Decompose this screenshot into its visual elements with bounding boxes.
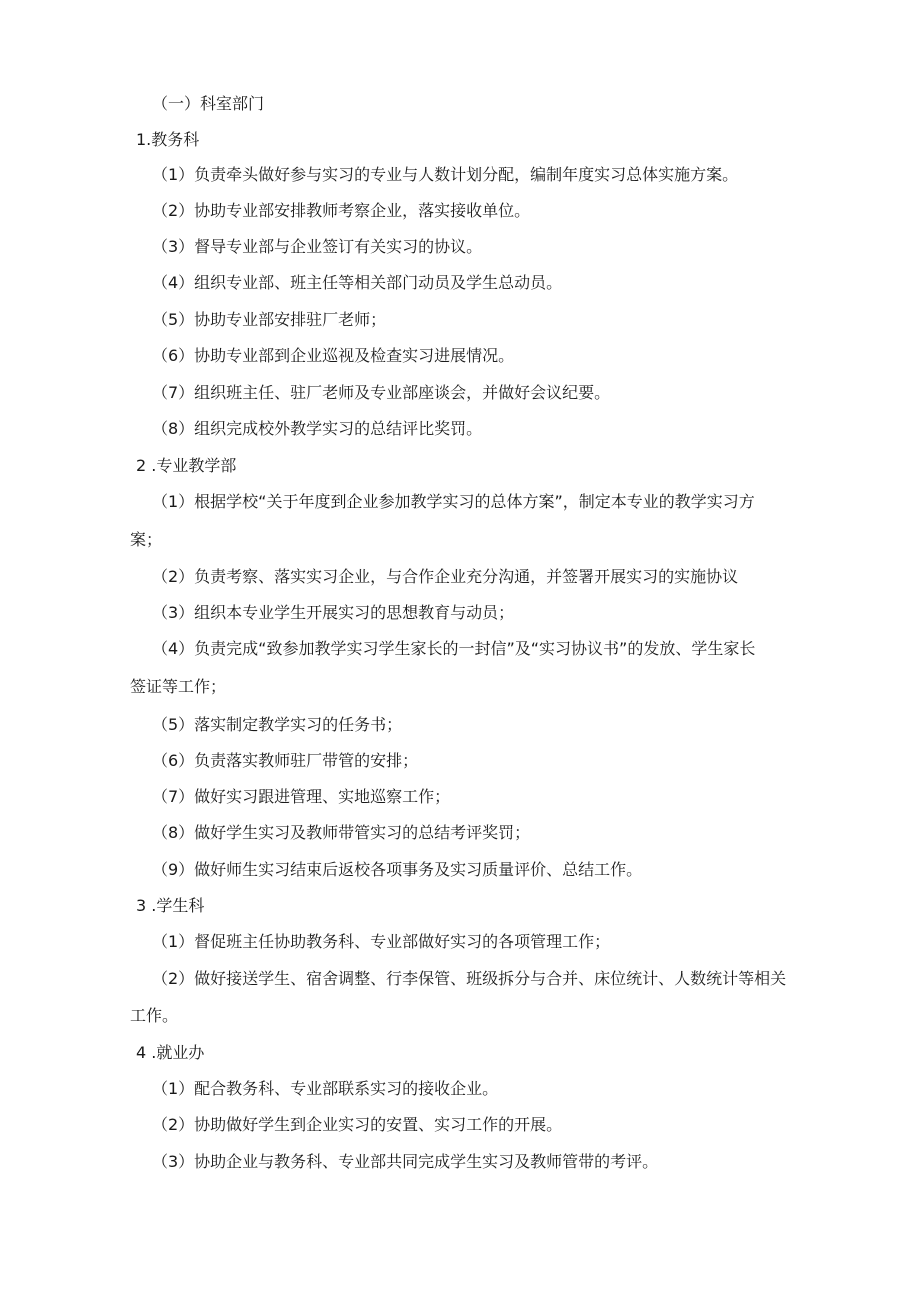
heading-jiuyeban: 4 .就业办 [136,1043,205,1062]
list-item-continuation: 工作。 [130,1006,179,1025]
list-item-continuation: 案； [130,530,163,549]
list-item: （3）督导专业部与企业签订有关实习的协议。 [152,237,483,256]
list-item: （8）组织完成校外教学实习的总结评比奖罚。 [152,419,483,438]
list-item: （7）组织班主任、驻厂老师及专业部座谈会，并做好会议纪要。 [152,383,611,402]
list-item: （2）协助做好学生到企业实习的安置、实习工作的开展。 [152,1115,563,1134]
list-item: （5）落实制定教学实习的任务书； [152,715,403,734]
list-item: （2）协助专业部安排教师考察企业，落实接收单位。 [152,201,531,220]
heading-jiaowuke: 1.教务科 [136,130,200,149]
heading-zhuanye: 2 .专业教学部 [136,456,237,475]
list-item: （2）负责考察、落实实习企业，与合作企业充分沟通，并签署开展实习的实施协议 [152,567,739,586]
list-item: （1）根据学校“关于年度到企业参加教学实习的总体方案”，制定本专业的教学实习方 [152,492,755,511]
list-item: （2）做好接送学生、宿舍调整、行李保管、班级拆分与合并、床位统计、人数统计等相关 [152,969,787,988]
section-title: （一）科室部门 [152,94,265,113]
list-item-continuation: 签证等工作； [130,677,227,696]
list-item: （7）做好实习跟进管理、实地巡察工作； [152,787,451,806]
list-item: （9）做好师生实习结束后返校各项事务及实习质量评价、总结工作。 [152,860,643,879]
list-item: （8）做好学生实习及教师带管实习的总结考评奖罚； [152,823,531,842]
list-item: （3）协助企业与教务科、专业部共同完成学生实习及教师管带的考评。 [152,1152,659,1171]
list-item: （1）配合教务科、专业部联系实习的接收企业。 [152,1079,499,1098]
list-item: （1）督促班主任协助教务科、专业部做好实习的各项管理工作； [152,932,611,951]
list-item: （4）组织专业部、班主任等相关部门动员及学生总动员。 [152,273,563,292]
list-item: （5）协助专业部安排驻厂老师； [152,310,387,329]
list-item: （6）负责落实教师驻厂带管的安排； [152,751,419,770]
list-item: （3）组织本专业学生开展实习的思想教育与动员； [152,603,515,622]
heading-xueshengke: 3 .学生科 [136,896,205,915]
list-item: （1）负责牵头做好参与实习的专业与人数计划分配，编制年度实习总体实施方案。 [152,165,739,184]
list-item: （4）负责完成“致参加教学实习学生家长的一封信”及“实习协议书”的发放、学生家长 [152,639,756,658]
list-item: （6）协助专业部到企业巡视及检查实习进展情况。 [152,346,515,365]
